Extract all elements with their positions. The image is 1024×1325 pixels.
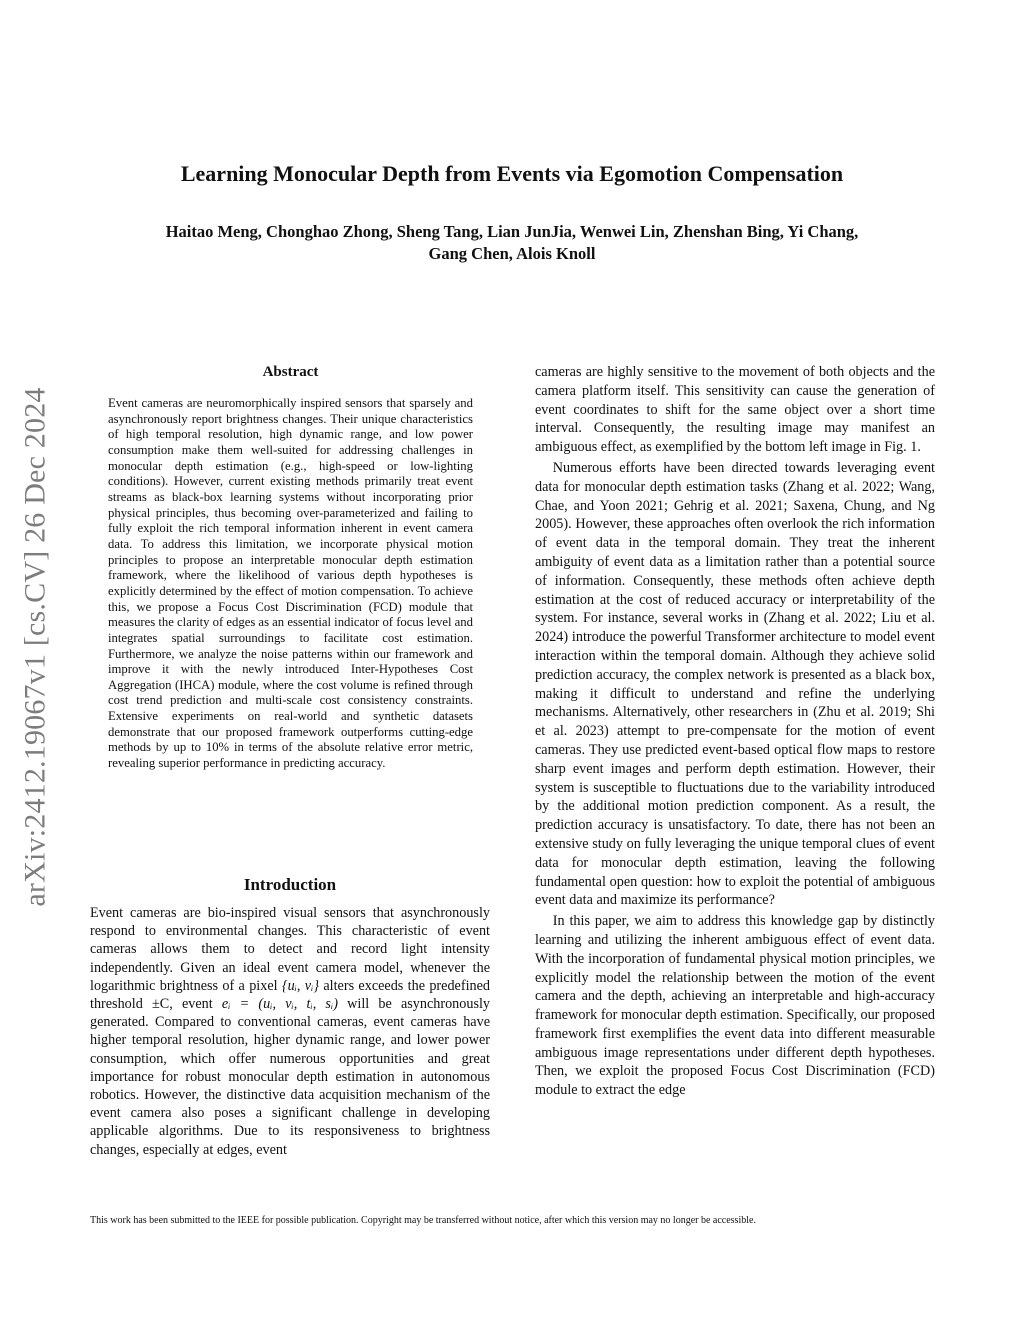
author-list xyxy=(90,221,934,265)
right-column-paragraph-3: In this paper, we aim to address this knowledge gap by distinctly learning and utilizing the inherent ambiguous effect of event data. With the incorporation of fundamental physical motion principles, we explicitly model the relationship between the motion of the event camera and the depth, achieving an interpretable and high-accuracy framework for monocular depth estimation. Specifically, our proposed framework first exemplifies the event data into different measurable ambiguous image representations under different depth hypotheses. Then, we exploit the proposed Focus Cost Discrimination (FCD) module to extract the edge xyxy=(535,913,935,1099)
introduction-text-part-1: Event cameras are bio-inspired visual sensors that asynchronously respond to environmental changes. This characteristic of event cameras allows them to detect and record light intensity independently. Given an ideal event camera model, whenever the logarithmic brightness of a pixel xyxy=(90,905,490,994)
introduction-body xyxy=(90,904,490,1159)
arxiv-identifier-stamp xyxy=(10,348,62,946)
arxiv-identifier-text: arXiv:2412.19067v1 [cs.CV] 26 Dec 2024 xyxy=(19,387,52,907)
introduction-text-part-3: will be asynchronously generated. Compared to conventional cameras, event cameras have higher temporal resolution, higher dynamic range, and lower power consumption, which offer numerous opportunities and great importance for robust monocular depth estimation in autonomous robotics. However, the distinctive data acquisition mechanism of the event camera also poses a significant challenge in developing applicable algorithms. Due to its responsiveness to brightness changes, especially at edges, event xyxy=(90,996,491,1158)
author-line-1: Haitao Meng, Chonghao Zhong, Sheng Tang, Lian JunJia, Wenwei Lin, Zhenshan Bing, Yi Chang, xyxy=(165,222,859,241)
pixel-coordinate-math: {uᵢ, vᵢ} xyxy=(281,977,320,994)
abstract-heading: Abstract xyxy=(262,364,319,380)
introduction-text-part-2: alters exceeds the predefined threshold ±C, event xyxy=(90,977,490,1013)
right-column-paragraph-2: Numerous efforts have been directed towards leveraging event data for monocular depth estimation tasks (Zhang et al. 2022; Wang, Chae, and Yoon 2021; Gehrig et al. 2021; Saxena, Chung, and Ng 2005). However, these approaches often overlook the rich information of event data in the temporal domain. They treat the inherent ambiguity of event data as a limitation rather than a potential source of information. Consequently, these methods often achieve depth estimation at the cost of reduced accuracy or interpretability of the system. For instance, several works in (Zhang et al. 2022; Liu et al. 2024) introduce the powerful Transformer architecture to model event interaction within the temporal domain. Although they achieve solid prediction accuracy, the complex network is presented as a black box, making it difficult to understand and refine the underlying mechanisms. Alternatively, other researchers in (Zhu et al. 2019; Shi et al. 2023) attempt to pre-compensate for the motion of event cameras. They use predicted event-based optical flow maps to restore sharp event images and perform depth estimation. However, their system is susceptible to fluctuations due to the variability introduced by the additional motion prediction component. As a result, the prediction accuracy is unsatisfactory. To date, there has not been an extensive study on fully leveraging the unique temporal clues of event data for monocular depth estimation, leaving the following fundamental open question: how to exploit the potential of ambiguous event data and maximize its performance? xyxy=(535,459,935,909)
copyright-footnote: This work has been submitted to the IEEE for possible publication. Copyright may be transferred without notice, after which this version may no longer be accessible. xyxy=(90,1215,756,1226)
author-line-2: Gang Chen, Alois Knoll xyxy=(428,244,596,263)
event-definition-math: eᵢ = (uᵢ, vᵢ, tᵢ, sᵢ) xyxy=(221,996,338,1013)
right-column xyxy=(535,363,935,1102)
paper-title: Learning Monocular Depth from Events via Egomotion Compensation xyxy=(180,161,844,186)
right-column-paragraph-1: cameras are highly sensitive to the movement of both objects and the camera platform itself. This sensitivity can cause the generation of event coordinates to shift for the same object over a short time interval. Consequently, the resulting image may manifest an ambiguous effect, as exemplified by the bottom left image in Fig. 1. xyxy=(535,364,935,456)
introduction-heading: Introduction xyxy=(243,875,337,894)
abstract-body: Event cameras are neuromorphically inspired sensors that sparsely and asynchronously report brightness changes. Their unique characteristics of high temporal resolution, high dynamic range, and low power consumption make them well-suited for addressing challenges in monocular depth estimation (e.g., high-speed or low-lighting conditions). However, current existing methods primarily treat event streams as black-box learning systems without incorporating prior physical principles, thus becoming over-parameterized and failing to fully exploit the rich temporal information inherent in event camera data. To address this limitation, we incorporate physical motion principles to propose an interpretable monocular depth estimation framework, where the likelihood of various depth hypotheses is explicitly determined by the effect of motion compensation. To achieve this, we propose a Focus Cost Discrimination (FCD) module that measures the clarity of edges as an essential indicator of focus level and integrates spatial surroundings to facilitate cost estimation. Furthermore, we analyze the noise patterns within our framework and improve it with the newly introduced Inter-Hypotheses Cost Aggregation (IHCA) module, where the cost volume is refined through cost trend prediction and multi-scale cost consistency constraints. Extensive experiments on real-world and synthetic datasets demonstrate that our proposed framework outperforms cutting-edge methods by up to 10% in terms of the absolute relative error metric, revealing superior performance in predicting accuracy. xyxy=(108,396,473,771)
